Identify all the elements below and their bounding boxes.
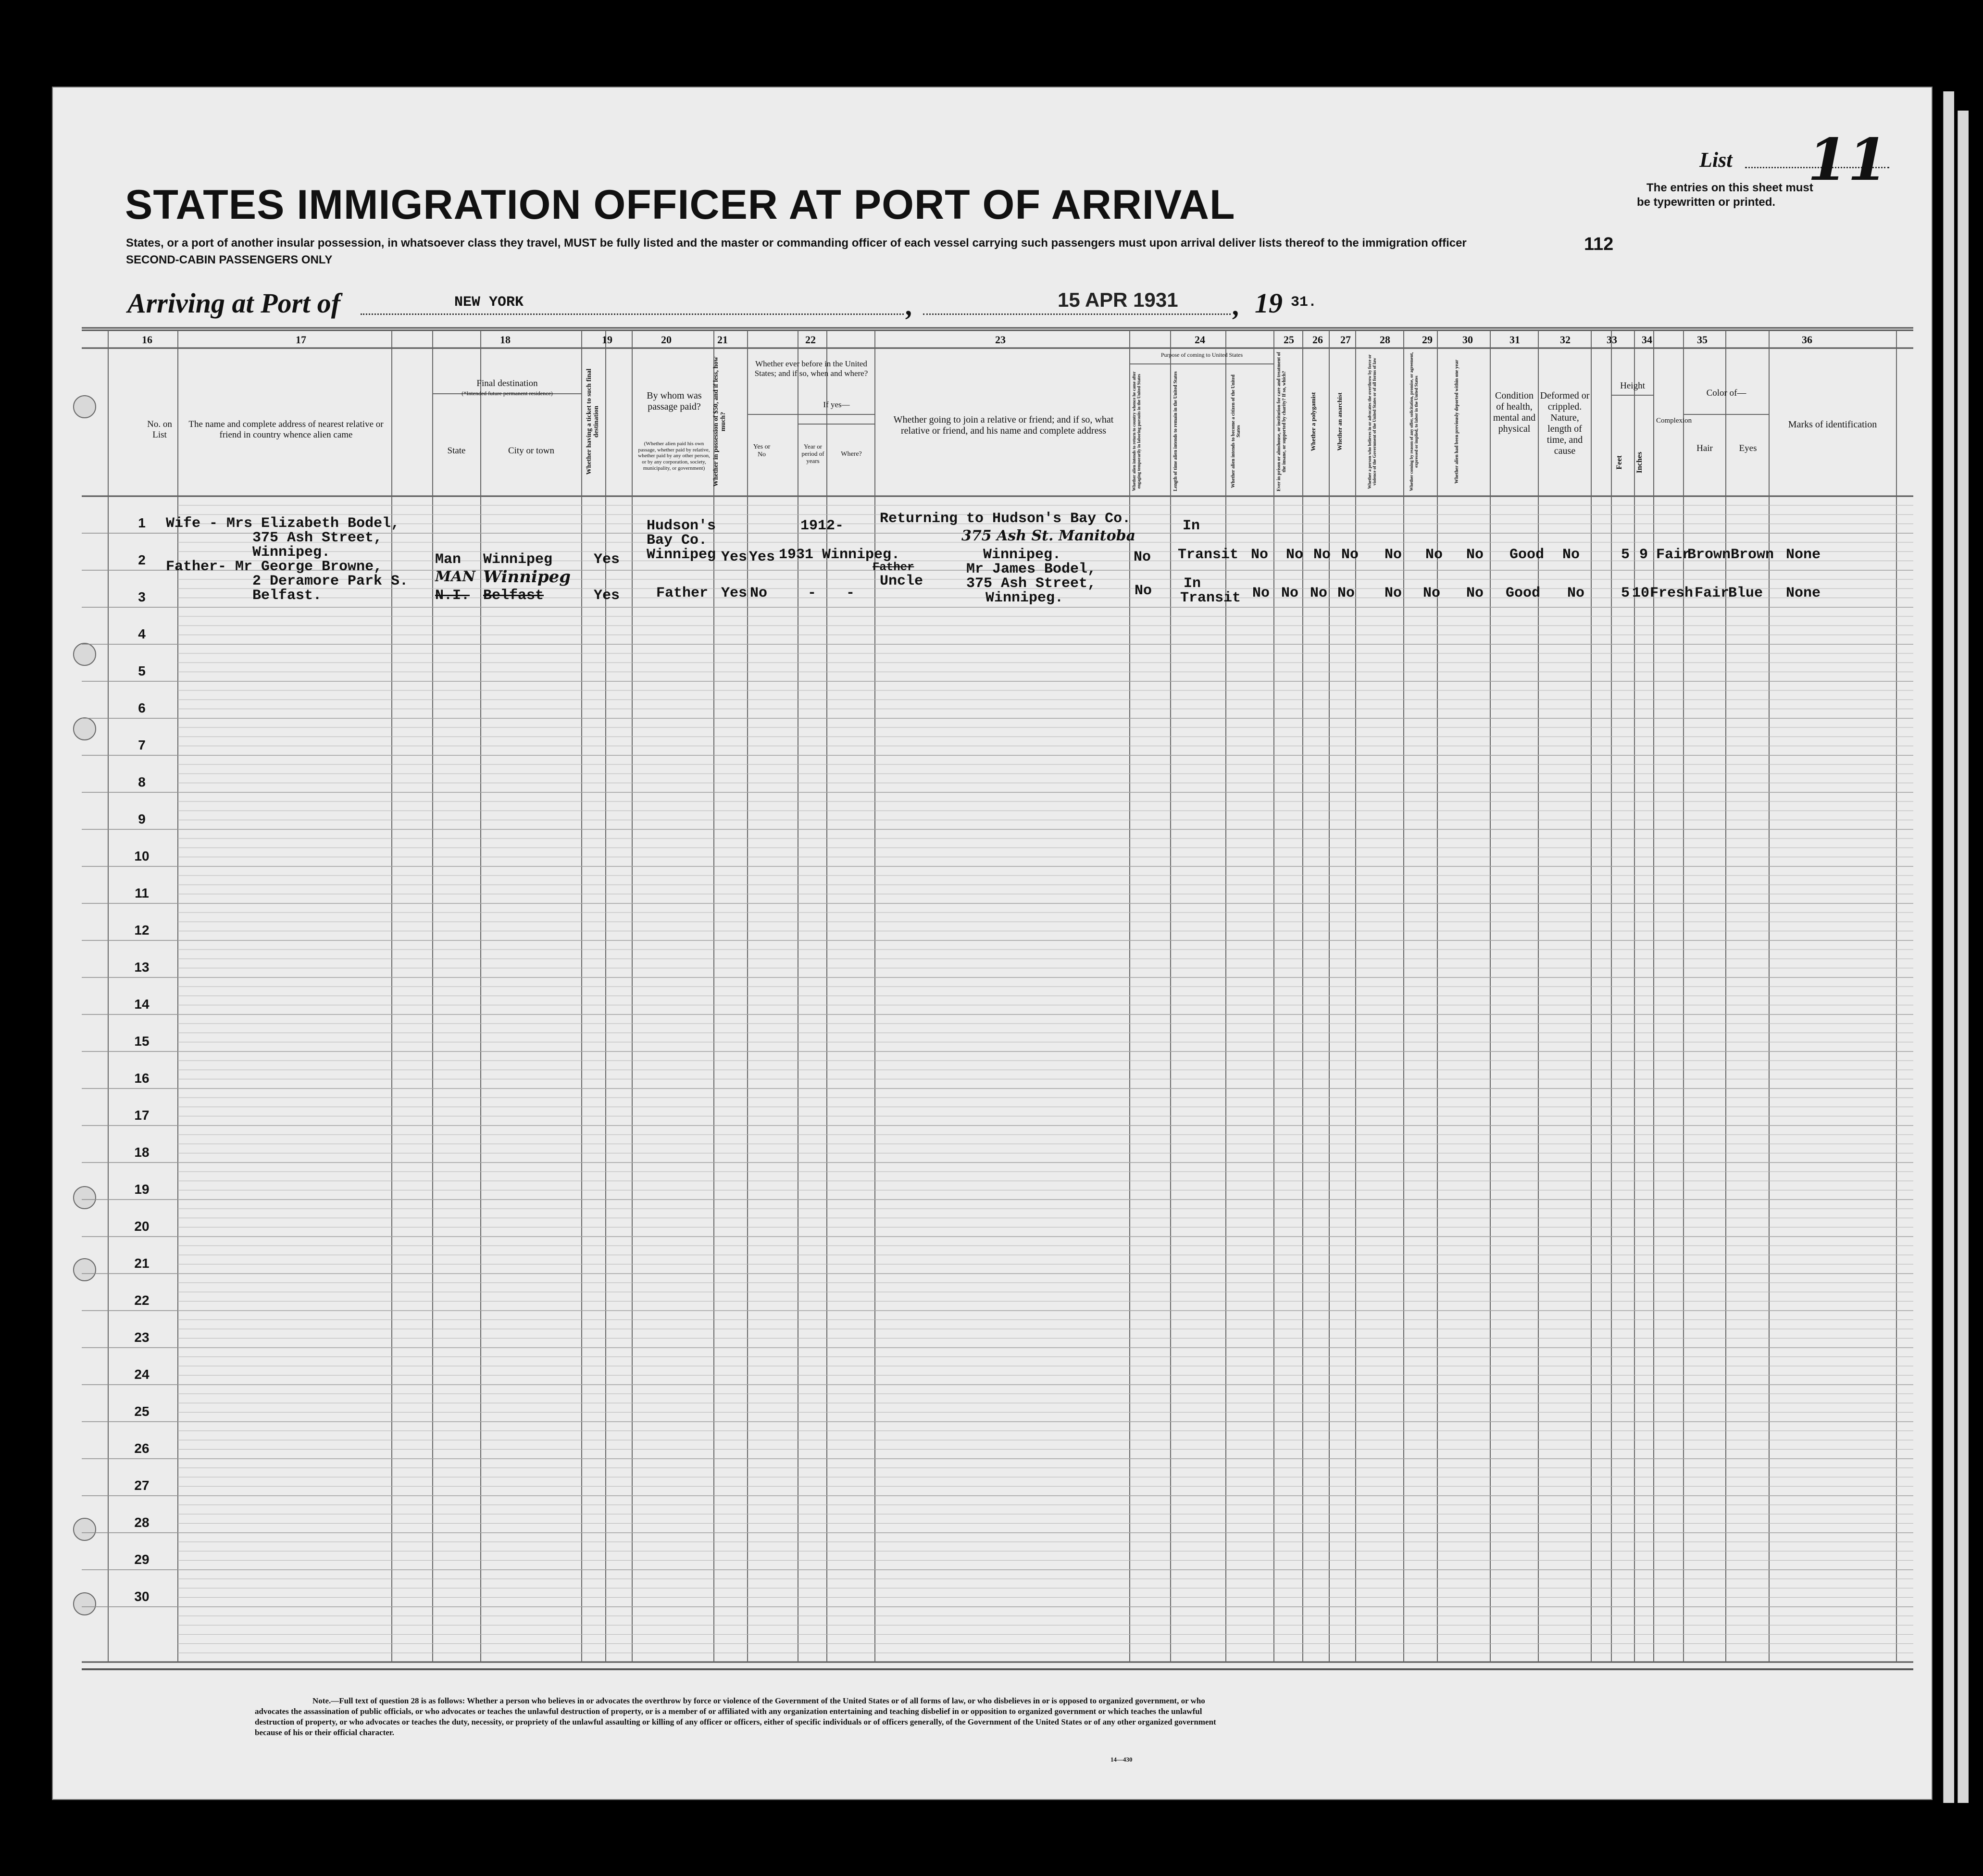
row2-health: Good: [1506, 585, 1541, 601]
row1-purpose-length: In: [1183, 518, 1200, 534]
header-marks: Marks of identification: [1788, 419, 1877, 430]
row2-state-handwritten: MAN: [435, 568, 475, 585]
header-deported: Whether alien had been previously deported within one year: [1454, 360, 1459, 484]
row-number: 11: [135, 886, 149, 900]
row2-deformed: No: [1567, 585, 1585, 601]
header-join-relative: Whether going to join a relative or friend; and if so, what relative or friend, and his name and complete address: [893, 414, 1114, 436]
row-number: 20: [134, 1219, 150, 1234]
row2-hair: Fair: [1695, 585, 1730, 601]
col-num-31: 31: [1509, 334, 1520, 346]
row2-money: Yes: [721, 585, 748, 601]
arriving-label: Arriving at Port of: [127, 288, 341, 319]
row2-before-period: -: [808, 585, 817, 601]
row1-paid-by: Hudson's: [647, 518, 716, 534]
header-health: Condition of health, mental and physical: [1493, 390, 1536, 434]
header-purpose-return: Whether alien intends to return to country whence he came after engaging temporarily in laboring pursuits in the United States: [1132, 371, 1141, 491]
header-final-destination-note: (*Intended future permanent residence): [461, 390, 553, 397]
row-number: 25: [134, 1404, 150, 1419]
row2-purpose-return: No: [1135, 583, 1152, 599]
header-color-of: Color of—: [1706, 388, 1746, 398]
row2-feet: 5: [1621, 585, 1630, 601]
header-no-on-list: No. on List: [147, 419, 172, 440]
row1-relative-addr: 375 Ash Street,: [252, 530, 383, 546]
header-period: Year or period of years: [801, 443, 824, 464]
row-number: 19: [134, 1182, 150, 1197]
row2-eyes: Blue: [1728, 585, 1763, 601]
row-number: 29: [134, 1552, 150, 1567]
row-number: 14: [134, 997, 150, 1012]
header-height: Height: [1620, 381, 1645, 391]
row2-deported: No: [1466, 585, 1484, 601]
col-num-19: 19: [602, 334, 612, 346]
row1-relative-city: Winnipeg.: [252, 544, 331, 561]
row2-before-where: -: [846, 585, 855, 601]
row-number: 26: [134, 1441, 150, 1456]
col-num-24: 24: [1195, 334, 1205, 346]
row-number: 3: [138, 589, 146, 604]
row1-purpose-return: No: [1134, 549, 1151, 565]
header-ever-before: Whether ever before in the United States; and if so, when and where?: [754, 359, 868, 378]
col-num-25: 25: [1284, 334, 1294, 346]
row-number: 12: [134, 923, 150, 938]
year-prefix: 19: [1255, 288, 1283, 319]
row-number: 15: [134, 1034, 150, 1049]
row-number: 23: [134, 1330, 150, 1345]
header-state: State: [447, 446, 466, 456]
row2-purpose-length-2: Transit: [1180, 590, 1241, 606]
header-purpose-length: Length of time alien intends to remain in the United States: [1173, 371, 1178, 491]
header-polygamist: Whether a polygamist: [1310, 392, 1317, 451]
header-city: City or town: [508, 446, 555, 456]
row1-health: Good: [1509, 547, 1545, 563]
row-number: 17: [134, 1108, 150, 1123]
header-passage-paid: By whom was passage paid?: [647, 390, 702, 412]
page-stack-edge: [1943, 91, 1954, 1803]
row-number: 6: [138, 700, 146, 715]
col-num-36: 36: [1802, 334, 1812, 346]
row2-city: Belfast: [483, 588, 544, 604]
header-feet: Feet: [1615, 455, 1623, 470]
row1-deformed: No: [1562, 547, 1580, 563]
row1-overthrow: No: [1384, 547, 1402, 563]
header-deformed: Deformed or crippled. Nature, length of time, and cause: [1540, 390, 1590, 456]
row2-polygamist: No: [1310, 585, 1328, 601]
header-anarchist: Whether an anarchist: [1336, 392, 1343, 451]
col-num-23: 23: [995, 334, 1006, 346]
header-fifty-dollars: Whether in possession of $50, and if less, how much?: [712, 356, 727, 487]
col-num-22: 22: [805, 334, 816, 346]
row2-purpose-length: In: [1184, 575, 1201, 592]
row2-city-handwritten: Winnipeg: [483, 567, 571, 587]
header-yes-no: Yes or No: [753, 443, 771, 459]
row1-money: Yes: [721, 549, 748, 565]
row2-join-prefix: Uncle: [880, 573, 923, 589]
arrival-date-stamp: 15 APR 1931: [1058, 288, 1178, 311]
row-number: 9: [138, 812, 146, 826]
row2-state: N.I.: [435, 588, 470, 604]
row2-marks: None: [1786, 585, 1821, 601]
col-num-33: 33: [1607, 334, 1617, 346]
port-of-arrival: NEW YORK: [454, 294, 524, 311]
row1-before-where: Winnipeg.: [822, 547, 900, 563]
col-num-26: 26: [1312, 334, 1323, 346]
row-number: 21: [134, 1256, 150, 1271]
year-suffix: 31.: [1291, 294, 1317, 311]
header-complexion: Complexion: [1656, 417, 1692, 425]
row1-paid-by-2: Bay Co.: [647, 532, 708, 549]
comma-sep: ,: [906, 290, 913, 321]
row2-join-name: Mr James Bodel,: [966, 561, 1097, 577]
row2-inches: 10: [1632, 585, 1650, 601]
row1-eyes: Brown: [1731, 547, 1774, 563]
sheet-number: 112: [1584, 234, 1614, 254]
entries-note: be typewritten or printed.: [1637, 196, 1776, 209]
header-hair: Hair: [1696, 443, 1713, 453]
row1-anarchist: No: [1341, 547, 1359, 563]
row2-ticket: Yes: [594, 588, 620, 604]
row1-hair: Brown: [1687, 547, 1731, 563]
header-purpose: Purpose of coming to United States: [1160, 351, 1243, 358]
header-where: Where?: [841, 450, 862, 458]
row-number: 5: [138, 663, 146, 678]
row1-deported: No: [1466, 547, 1484, 563]
col-num-27: 27: [1340, 334, 1351, 346]
header-purpose-citizen: Whether alien intends to become a citizen of the United States: [1231, 375, 1241, 488]
row1-state: Man: [435, 551, 461, 568]
row1-polygamist: No: [1313, 547, 1331, 563]
row2-prison: No: [1281, 585, 1299, 601]
row2-overthrow: No: [1384, 585, 1402, 601]
form-code: 14—430: [1110, 1756, 1133, 1763]
page-title: STATES IMMIGRATION OFFICER AT PORT OF ARRIVAL: [125, 182, 1235, 228]
row-number: 10: [134, 849, 150, 863]
page-stack-edge: [1958, 111, 1969, 1803]
row1-ticket: Yes: [594, 551, 620, 568]
row1-join-city: Winnipeg.: [983, 547, 1061, 563]
row1-feet: 5: [1621, 547, 1630, 563]
header-ticket: Whether having a ticket to such final destination: [586, 368, 600, 475]
question-28-note: Note.—Full text of question 28 is as follows: Whether a person who believes in or advocates the overthrow by force or violence of the Government of the United States or of all forms of law, or who disbelieves in or is opposed to organized government, or who advocates the assassination of public officials, or who advocates or teaches the unlawful destruction of property, or is a member of or affiliated with any organization entertaining and teaching disbelief in or opposition to organized government or which teaches the unlawful destruction of property, or who advocates or teaches the duty, necessity, or propriety of the unlawful assaulting or killing of any officer or officers, either of specific individuals or of officers generally, of the Government of the United States or of any other organized government because of his or their official character.: [255, 1696, 1216, 1738]
row-number: 18: [134, 1145, 150, 1160]
row-number: 7: [138, 738, 146, 752]
header-final-destination: Final destination: [476, 378, 538, 388]
header-inches: Inches: [1635, 451, 1644, 474]
row2-purpose-citizen: No: [1252, 585, 1270, 601]
row-number: 13: [134, 960, 150, 975]
row-number: 1: [138, 515, 146, 530]
row2-join-struck: Father: [873, 561, 914, 574]
row2-join-addr: 375 Ash Street,: [966, 575, 1097, 592]
row-number: 28: [134, 1515, 150, 1530]
row2-relative-city: Belfast.: [252, 588, 322, 604]
row-number: 30: [134, 1589, 150, 1604]
col-num-28: 28: [1380, 334, 1390, 346]
row1-join: Returning to Hudson's Bay Co.: [880, 511, 1131, 527]
cabin-class: SECOND-CABIN PASSENGERS ONLY: [126, 253, 333, 266]
row-number: 8: [138, 775, 146, 789]
header-offer: Whether coming by reason of any offer, solicitation, promise, or agreement, expressed or implied, to labor in the United States: [1409, 352, 1419, 491]
instructions-line: States, or a port of another insular possession, in whatsoever class they travel, MUST be fully listed and the master or commanding officer of each vessel carrying such passengers must upon arrival deliver lists thereof to the immigration officer: [126, 237, 1467, 250]
row1-offer: No: [1425, 547, 1443, 563]
row2-relative-addr: 2 Deramore Park S.: [252, 573, 409, 589]
row1-paid-by-3: Winnipeg: [647, 547, 716, 563]
row1-purpose-citizen: No: [1251, 547, 1269, 563]
row-number: 2: [138, 552, 146, 567]
row1-prison: No: [1286, 547, 1304, 563]
row1-marks: None: [1786, 547, 1821, 563]
row1-before-period-2: 1931: [779, 547, 814, 563]
col-num-21: 21: [717, 334, 728, 346]
row1-complexion: Fair: [1656, 547, 1691, 563]
row2-relative: Father- Mr George Browne,: [166, 559, 383, 575]
row2-join-city: Winnipeg.: [985, 590, 1064, 606]
col-num-20: 20: [661, 334, 672, 346]
entries-note: The entries on this sheet must: [1646, 181, 1813, 194]
row2-complexion: Fresh: [1650, 585, 1694, 601]
header-if-yes: If yes—: [823, 400, 850, 409]
row1-before-period: 1912-: [800, 518, 844, 534]
list-label: List: [1699, 148, 1733, 172]
row-number: 16: [134, 1071, 150, 1086]
header-nearest-relative: The name and complete address of nearest relative or friend in country whence alien came: [188, 419, 384, 440]
comma-sep: ,: [1233, 290, 1240, 321]
col-num-17: 17: [296, 334, 306, 346]
row-number: 4: [138, 626, 146, 641]
row1-purpose-length-2: Transit: [1178, 547, 1239, 563]
row-number: 22: [134, 1293, 150, 1308]
row1-relative: Wife - Mrs Elizabeth Bodel,: [166, 515, 400, 532]
row2-anarchist: No: [1337, 585, 1355, 601]
row-number: 27: [134, 1478, 150, 1493]
row2-offer: No: [1423, 585, 1441, 601]
header-prison: Ever in prison or almshouse, or institution for care and treatment of the insane, or supported by charity? If so, which?: [1276, 352, 1287, 491]
row2-paid-by: Father: [656, 585, 709, 601]
col-num-29: 29: [1422, 334, 1433, 346]
col-num-35: 35: [1697, 334, 1708, 346]
col-num-34: 34: [1642, 334, 1652, 346]
manifest-sheet: [52, 87, 1933, 1800]
row1-join-handwritten: 375 Ash St. Manitoba: [961, 527, 1136, 544]
col-num-16: 16: [142, 334, 152, 346]
header-eyes: Eyes: [1739, 443, 1757, 453]
row1-before-yes: Yes: [749, 549, 775, 565]
col-num-30: 30: [1462, 334, 1473, 346]
row1-inches: 9: [1639, 547, 1648, 563]
row2-before-yes: No: [750, 585, 768, 601]
list-number: 11: [1808, 126, 1888, 194]
row1-city: Winnipeg: [483, 551, 553, 568]
header-overthrow: Whether a person who believes in or advocates the overthrow by force or violence of the Government of the United States or of all forms of law: [1367, 354, 1377, 489]
col-num-18: 18: [500, 334, 511, 346]
row-number: 24: [134, 1367, 150, 1382]
header-passage-paid-note: (Whether alien paid his own passage, whether paid by relative, whether paid by any other person, or by any corporation, society, municipality, or government): [638, 441, 710, 471]
col-num-32: 32: [1560, 334, 1571, 346]
